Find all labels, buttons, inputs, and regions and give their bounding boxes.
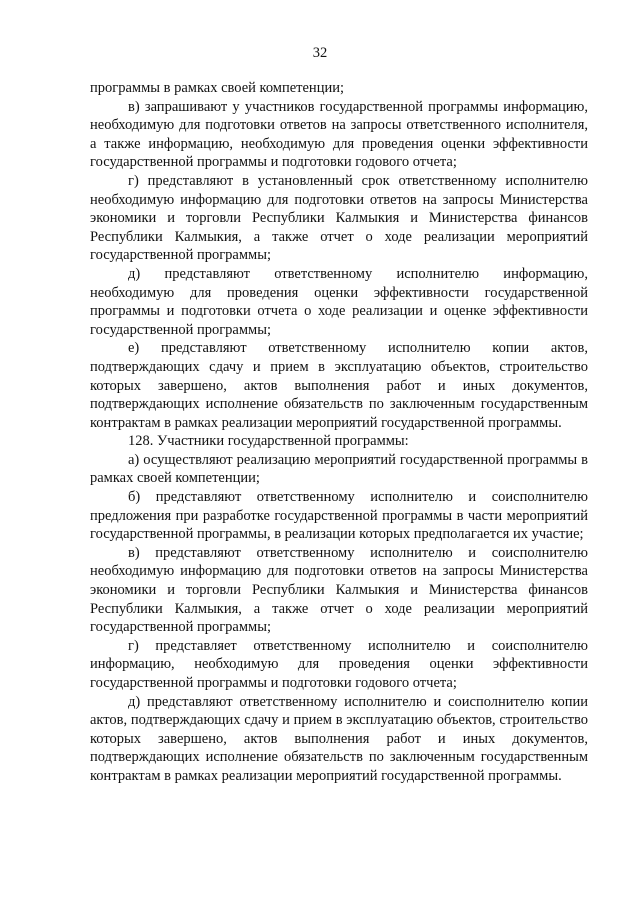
paragraph-item-d-128: д) представляют ответственному исполнителю и соисполнителю копии актов, подтверждающих сдачу и прием в эксплуатацию объектов, строительство которых завершено, актов выполнения работ и иных документов, подтверждающих исполнение обязательств по заключенным государственным контрактам в рамках реализации мероприятий государственной программы. — [90, 693, 588, 784]
paragraph-item-a-128: а) осуществляют реализацию мероприятий государственной программы в рамках своей компетенции; — [90, 451, 588, 487]
paragraph-item-v-128: в) представляют ответственному исполнителю и соисполнителю необходимую информацию для подготовки ответов на запросы Министерства экономики и торговли Республики Калмыкия и Министерства финансов Республики Калмыкия, а также отчет о ходе реализации мероприятий государственной программы; — [90, 544, 588, 636]
paragraph-item-g-128: г) представляет ответственному исполнителю и соисполнителю информацию, необходимую для проведения оценки эффективности государственной программы и подготовки годового отчета; — [90, 637, 588, 691]
paragraph-continuation: программы в рамках своей компетенции; — [90, 80, 345, 96]
paragraph-item-e: е) представляют ответственному исполнителю копии актов, подтверждающих сдачу и прием в эксплуатацию объектов, строительство которых завершено, актов выполнения работ и иных документов, подтверждающих исполнение обязательств по заключенным государственным контрактам в рамках реализации мероприятий государственной программы. — [90, 340, 588, 431]
paragraph-item-d: д) представляют ответственному исполнителю информацию, необходимую для проведения оценки эффективности государственной программы и подготовки отчета о ходе реализации и оценке эффективности государственной программы; — [90, 265, 588, 338]
document-body — [90, 79, 588, 786]
section-heading-128: 128. Участники государственной программы: — [128, 433, 409, 450]
paragraph-item-b-128: б) представляют ответственному исполнителю и соисполнителю предложения при разработке государственной программы в части мероприятий государственной программы, в реализации которых предполагается их участие; — [90, 489, 588, 543]
paragraph-item-v: в) запрашивают у участников государственной программы информацию, необходимую для подготовки ответов на запросы ответственного исполнителя, а также информацию, необходимую для проведения оценки эффективности государственной программы и подготовки годового отчета; — [90, 98, 588, 171]
page-number: 32 — [312, 45, 328, 61]
paragraph-item-g: г) представляют в установленный срок ответственному исполнителю необходимую информацию для подготовки ответов на запросы Министерства экономики и торговли Республики Калмыкия и Министерства финансов Республики Калмыкия, а также отчет о ходе реализации мероприятий государственной программы; — [90, 172, 588, 264]
